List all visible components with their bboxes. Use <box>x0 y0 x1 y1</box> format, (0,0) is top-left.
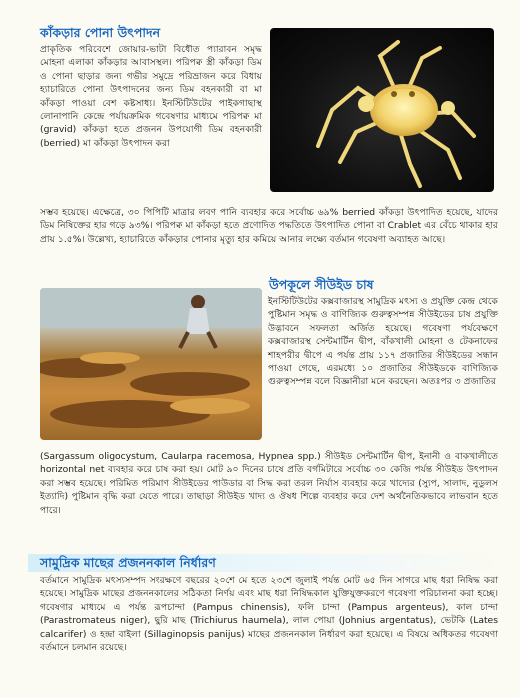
section-seaweed-paragraph-full: (Sargassum oligocystum, Caularpa racemosa, Hypnea spp.) সীউইড সেন্টমার্টিন দ্বীপ, ইনানী ও বাকখালীতে horizontal net ব্যবহার করে চাষ করা হয়। মোট ৯০ দিনের চাষে প্রতি বর্গমিটারে সর্বোচ্চ ৩০ কেজি পর্যন্ত সীউইড উৎপাদন করা সম্ভব হয়েছে। পরিমিত পরিমাণ সীউইডের পাউডার বা সিদ্ধ করা তরল নির্যাস ব্যবহার করে খাদ্যের (স্যুপ, সালাদ, নুডুলস ইত্যাদি) পুষ্টিমান বৃদ্ধি করা যেতে পারে। তাছাড়া সীউইড খাদ্য ও ঔষধ শিল্পে ব্যবহার করে দেশ অর্থনৈতিকভাবে লাভবান হতে পারে। <box>40 451 498 516</box>
section-crab-paragraph-top: প্রাকৃতিক পরিবেশে জোয়ার-ভাটা বিধৌত প্যারাবন সমৃদ্ধ মোহনা এলাকা কাঁকড়ার আবাসস্থল। পরিপক্ব স্ত্রী কাঁকড়া ডিম ও পোনা ছাড়ার জন্য গভীর সমুদ্রে পরিভ্রাজন করে বিধায় হ্যাচারিতে পোনা উৎপাদনের জন্য ডিম বহনকারী বা মা কাঁকড়া পাওয়া বেশ কষ্টসাধ্য। ইনস্টিটিউটের পাইকগাছাস্থ লোনাপানি কেন্দ্রে পর্যায়ক্রমিক গবেষণার মাধ্যমে পরিপক্ব মা (gravid) কাঁকড়া হতে প্রজনন উপযোগী ডিম বহনকারী (berried) মা কাঁকড়া উৎপাদন করা <box>40 44 262 149</box>
crab-photo <box>270 28 494 192</box>
section-fish-paragraph: বর্তমানে সামুদ্রিক মৎস্যসম্পদ সংরক্ষণে বছরের ২০শে মে হতে ২৩শে জুলাই পর্যন্ত মোট ৬৫ দিন সাগরে মাছ ধরা নিষিদ্ধ করা হয়েছে। সামুদ্রিক মাছের প্রজননকালের সঠিকতা নির্ণয় এবং মাছ ধরা নিষিদ্ধকাল যুক্তিযুক্তকরণে গবেষণা পরিচালনা করা হচ্ছে। গবেষণার মাধ্যমে এ পর্যন্ত রূপচান্দা (Pampus chinensis), ফলি চান্দা (Pampus argenteus), কাল চান্দা (Parastromateus niger), ছুরি মাছ (Trichiurus haumela), লাল পোয়া (Johnius argentatus), ভেটকি (Lates calcarifer) ও হন্দ্রা বাইলা (Sillaginopsis panijus) মাছের প্রজননকাল নির্ধারণ করা হয়েছে। এ বিষয়ে অধিকতর গবেষণা বর্তমানে চলমান রয়েছে। <box>40 575 498 654</box>
seaweed-farm-illustration <box>40 288 262 440</box>
section-title-fish: সামুদ্রিক মাছের প্রজননকাল নির্ধারণ <box>40 555 216 570</box>
section-crab-paragraph-full: সম্ভব হয়েছে। এক্ষেত্রে, ৩০ পিপিটি মাত্রার লবণ পানি ব্যবহার করে সর্বোচ্চ ৬৯% berried কাঁকড়া উৎপাদিত হয়েছে, যাদের ডিম নিষিক্তের হার গড়ে ৯৩%। পরিপক্ব মা কাঁকড়া হতে প্রণোদিত পদ্ধতিতে উৎপাদিত পোনা বা Crablet এর বেঁচে থাকার হার প্রায় ১.৫%। উল্লেখ্য, হ্যাচারিতে কাঁকড়ার পোনার মৃত্যু হার কমিয়ে আনার লক্ষ্যে বর্তমান গবেষণা অব্যাহত আছে। <box>40 207 498 245</box>
section-seaweed-paragraph-top: ইনস্টিটিউটের কক্সবাজারস্থ সামুদ্রিক মৎস্য ও প্রযুক্তি কেন্দ্র থেকে পুষ্টিমান সমৃদ্ধ ও বাণিজ্যিক গুরুত্বসম্পন্ন সীউইডের চাষ প্রযুক্তি উদ্ভাবনে সফলতা অর্জিত হয়েছে। গবেষণা পর্যবেক্ষণে কক্সবাজারস্থ সেন্টমার্টিন দ্বীপ, বাঁকখালী মোহনা ও টেকনাফের শাহপরীর দ্বীপে এ পর্যন্ত প্রায় ১১৭ প্রজাতির সীউইডের সন্ধান পাওয়া গেছে, এরমধ্যে ১০ প্রজাতির সীউইডকে বাণিজ্যিক গুরুত্বসম্পন্ন বলে বিজ্ঞানীরা মনে করছেন। অতঃপর ৩ প্রজাতির <box>268 296 498 388</box>
seaweed-photo <box>40 288 262 440</box>
section-title-crab: কাঁকড়ার পোনা উৎপাদন <box>40 25 161 40</box>
section-title-seaweed: উপকূলে সীউইড চাষ <box>269 277 374 292</box>
crab-illustration <box>270 28 494 192</box>
